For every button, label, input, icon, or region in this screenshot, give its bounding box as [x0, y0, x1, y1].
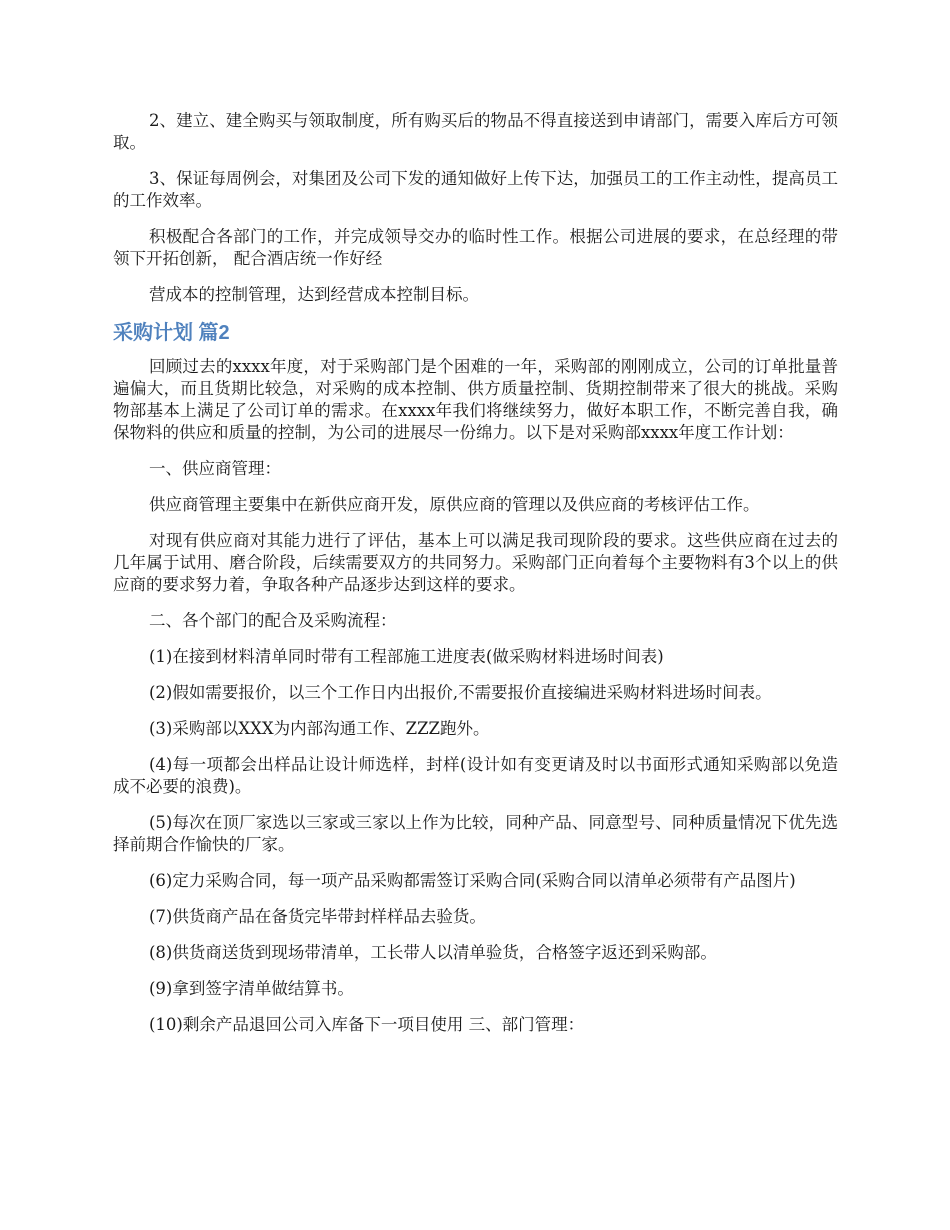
list-item: (10)剩余产品退回公司入库备下一项目使用 三、部门管理：	[149, 1015, 585, 1034]
list-item: (8)供货商送货到现场带清单，工长带人以清单验货，合格签字返还到采购部。	[149, 943, 717, 962]
paragraph: 一、供应商管理：	[149, 459, 281, 478]
paragraph: 2、建立、建全购买与领取制度，所有购买后的物品不得直接送到申请部门，需要入库后方可领取。	[113, 111, 838, 152]
list-item: (6)定力采购合同，每一项产品采购都需签订采购合同(采购合同以清单必须带有产品图片)	[149, 871, 796, 890]
list-item: (3)采购部以XXX为内部沟通工作、ZZZ跑外。	[149, 719, 490, 738]
paragraph: 3、保证每周例会，对集团及公司下发的通知做好上传下达，加强员工的工作主动性，提高员工的工作效率。	[113, 169, 838, 210]
paragraph: 供应商管理主要集中在新供应商开发，原供应商的管理以及供应商的考核评估工作。	[149, 495, 760, 514]
list-item: (7)供货商产品在备货完毕带封样样品去验货。	[149, 907, 486, 926]
document-page	[113, 110, 838, 1050]
list-item: (2)假如需要报价，以三个工作日内出报价,不需要报价直接编进采购材料进场时间表。	[149, 683, 772, 702]
list-item: (9)拿到签字清单做结算书。	[149, 979, 354, 998]
paragraph: 营成本的控制管理，达到经营成本控制目标。	[149, 285, 479, 304]
paragraph: 回顾过去的xxxx年度，对于采购部门是个困难的一年，采购部的刚刚成立，公司的订单批量普遍偏大，而且货期比较急，对采购的成本控制、供方质量控制、货期控制带来了很大的挑战。采购物部基本上满足了公司订单的需求。在xxxx年我们将继续努力，做好本职工作，不断完善自我，确保物料的供应和质量的控制，为公司的进展尽一份绵力。以下是对采购部xxxx年度工作计划：	[113, 357, 838, 442]
paragraph: 二、各个部门的配合及采购流程：	[149, 611, 397, 630]
paragraph: 积极配合各部门的工作，并完成领导交办的临时性工作。根据公司进展的要求，在总经理的带领下开拓创新， 配合酒店统一作好经	[113, 227, 838, 268]
paragraph: 对现有供应商对其能力进行了评估，基本上可以满足我司现阶段的要求。这些供应商在过去的几年属于试用、磨合阶段，后续需要双方的共同努力。采购部门正向着每个主要物料有3个以上的供应商的要求努力着，争取各种产品逐步达到这样的要求。	[113, 531, 838, 594]
section-heading: 采购计划 篇2	[113, 322, 230, 344]
list-item: (5)每次在顶厂家选以三家或三家以上作为比较，同种产品、同意型号、同种质量情况下优先选择前期合作愉快的厂家。	[113, 813, 838, 854]
list-item: (1)在接到材料清单同时带有工程部施工进度表(做采购材料进场时间表)	[149, 647, 664, 666]
list-item: (4)每一项都会出样品让设计师选样，封样(设计如有变更请及时以书面形式通知采购部以免造成不必要的浪费)。	[113, 755, 838, 796]
